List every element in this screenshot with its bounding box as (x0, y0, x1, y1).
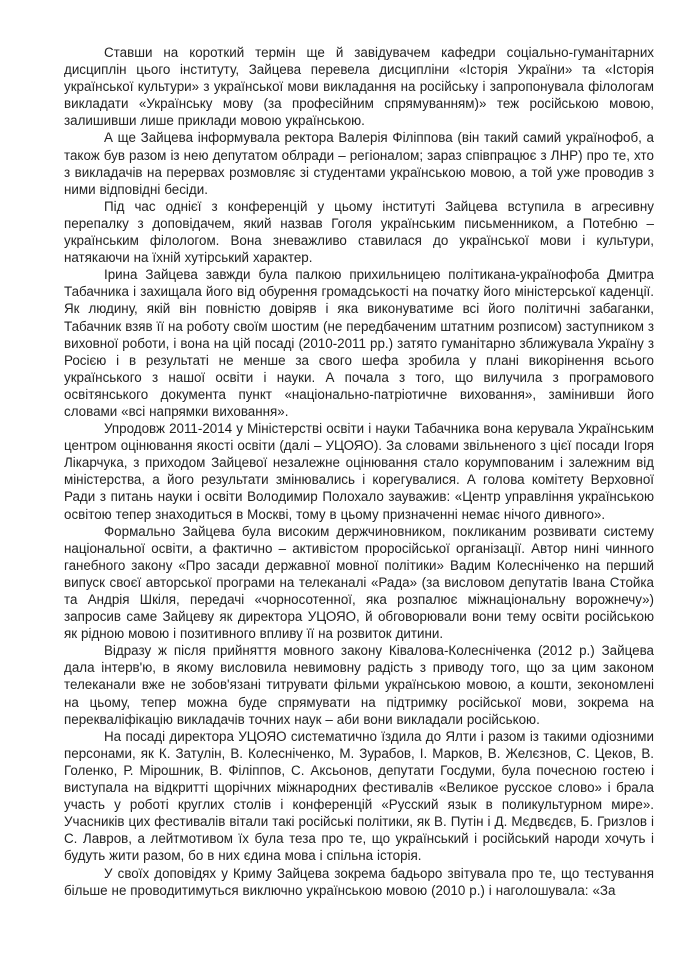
paragraph: На посаді директора УЦОЯО систематично їздила до Ялти і разом із такими одіозними персонами, як К. Затулін, В. Колесніченко, М. Зурабов, І. Марков, В. Желєзнов, С. Цеков, В. Голенко, Р. Мірошник, В. Філіппов, С. Аксьонов, депутати Госдуми, була почесною гостею і виступала на відкритті щорічних міжнародних фестивалів «Великое русское слово» і брала участь у роботі круглих столів і конференцій «Русский язык в поликультурном мире». Учасників цих фестивалів вітали такі російські політики, як В. Путін і Д. Мєдвєдєв, Б. Гризлов і С. Лавров, а лейтмотивом їх була теза про те, що український і російський народи хочуть і будуть жити разом, бо в них єдина мова і спільна історія. (64, 728, 654, 864)
paragraph: Ставши на короткий термін ще й завідувачем кафедри соціально-гуманітарних дисциплін цього інституту, Зайцева перевела дисципліни «Історія України» та «Історія української культури» з української мови викладання на російську і запропонувала філологам викладати «Українську мову (за професійним спрямуванням)» теж російською мовою, залишивши лише приклади мовою українською. (64, 45, 654, 129)
document-text-block (64, 44, 654, 899)
paragraph: Під час однієї з конференцій у цьому інституті Зайцева вступила в агресивну перепалку з доповідачем, який назвав Гоголя українським письменником, а Потебню – українським філологом. Вона зневажливо ставилася до української мови і культури, натякаючи на їхній хутірський характер. (64, 198, 654, 266)
paragraph: Упродовж 2011-2014 у Міністерстві освіти і науки Табачника вона керувала Українським центром оцінювання якості освіти (далі – УЦОЯО). За словами звільненого з цієї посади Ігоря Лікарчука, з приходом Зайцевої незалежне оцінювання стало корумпованим і залежним від міністерства, а його результати змінювались і корегувалися. А голова комітету Верховної Ради з питань науки і освіти Володимир Полохало зауважив: «Центр управління українською освітою тепер знаходиться в Москві, тому в цьому призначенні немає нічого дивного». (64, 421, 654, 522)
paragraph: А ще Зайцева інформувала ректора Валерія Філіппова (він такий самий українофоб, а також був разом із нею депутатом облради – регіоналом; зараз співпрацює з ЛНР) про те, хто з викладачів на перервах розмовляє зі студентами українською мовою, а той уже проводив з ними відповідні бесіди. (64, 130, 654, 197)
paragraph: Ірина Зайцева завжди була палкою прихильницею політикана-українофоба Дмитра Табачника і захищала його від обурення громадськості на початку його міністерської каденції. Як людину, якій він повністю довіряв і яка виконуватиме всі його політичні забаганки, Табачник взяв її на роботу своїм шостим (не передбаченим штатним розписом) заступником з виховної роботи, і вона на цій посаді (2010-2011 рр.) затято гуманітарно зближувала Україну з Росією і в результаті не менше за свого шефа зробила у плані викорінення всього українського з нашої освіти і науки. А почала з того, що вилучила з програмового освітянського документа пункт «національно-патріотичне виховання», замінивши його словами «всі напрямки виховання». (64, 267, 654, 419)
paragraph: У своїх доповідях у Криму Зайцева зокрема бадьоро звітувала про те, що тестування більше не проводитимуться виключно українською мовою (2010 р.) і наголошувала: «За (64, 865, 654, 898)
paragraph: Формально Зайцева була високим держчиновником, покликаним розвивати систему національної освіти, а фактично – активістом проросійської організації. Автор нині чинного ганебного закону «Про засади державної мовної політики» Вадим Колесніченко на перший випуск своєї авторської програми на телеканалі «Рада» (за висловом депутатів Івана Стойка та Андрія Шкіля, передачі «чорносотенної, яка розпалює міжнаціональну ворожнечу») запросив саме Зайцеву як директора УЦОЯО, й обговорювали вони тему освіти російською як рідною мовою і позитивного впливу її на розвиток дитини. (64, 523, 654, 642)
paragraph: Відразу ж після прийняття мовного закону Ківалова-Колесніченка (2012 р.) Зайцева дала інтерв'ю, в якому висловила невимовну радість з приводу того, що за цим законом телеканали вже не зобов'язані титрувати фільми українською мовою, а кошти, зекономлені на цьому, тепер можна буде спрямувати на підтримку російської мови, зокрема на перекваліфікацію викладачів точних наук – аби вони викладали російською. (64, 643, 654, 727)
